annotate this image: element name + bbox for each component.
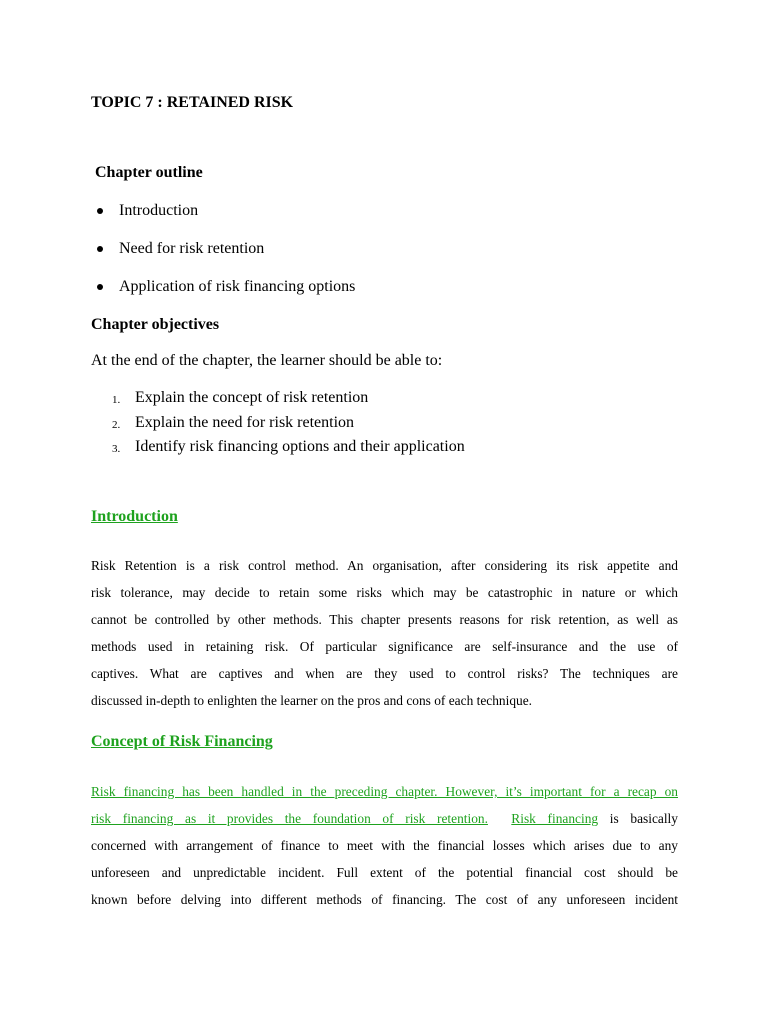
objective-text: Explain the need for risk retention <box>135 413 355 431</box>
objective-number: 2. <box>112 418 121 431</box>
objective-item <box>91 436 465 461</box>
hyperlink-text[interactable]: Risk financing <box>511 811 599 826</box>
paragraph-line: concerned with arrangement of finance to meet with the financial losses which arises due to any <box>91 838 678 853</box>
chapter-outline-list <box>91 200 355 314</box>
paragraph-line <box>91 805 678 832</box>
hyperlink-text[interactable]: Risk financing has been handled in the preceding chapter. However, it’s important for a recap on <box>91 784 678 799</box>
bullet-icon <box>97 284 103 290</box>
paragraph-line: Risk Retention is a risk control method. An organisation, after considering its risk appetite and <box>91 558 678 573</box>
paragraph-line: unforeseen and unpredictable incident. Full extent of the potential financial cost should be <box>91 865 678 880</box>
introduction-heading: Introduction <box>91 508 178 525</box>
objectives-list <box>91 387 465 461</box>
paragraph-line: discussed in-depth to enlighten the learner on the pros and cons of each technique. <box>91 693 533 708</box>
outline-item <box>91 200 355 238</box>
outline-item <box>91 276 355 314</box>
introduction-paragraph <box>91 552 678 714</box>
paragraph-text: is basically <box>609 811 678 826</box>
chapter-outline-heading: Chapter outline <box>95 164 203 181</box>
paragraph-line: cannot be controlled by other methods. This chapter presents reasons for risk retention, as well as <box>91 612 678 627</box>
paragraph-line: risk tolerance, may decide to retain some risks which may be catastrophic in nature or which <box>91 585 678 600</box>
objective-item <box>91 412 465 437</box>
objective-item <box>91 387 465 412</box>
outline-item-text: Introduction <box>119 202 199 219</box>
objectives-intro-text: At the end of the chapter, the learner should be able to: <box>91 352 443 369</box>
objective-number: 1. <box>112 394 121 406</box>
objective-number: 3. <box>112 443 121 455</box>
hyperlink-text[interactable]: risk financing as it provides the foundation of risk retention. <box>91 811 488 826</box>
paragraph-line: methods used in retaining risk. Of particular significance are self-insurance and the use of <box>91 639 678 654</box>
bullet-icon <box>97 246 103 252</box>
objective-text: Explain the concept of risk retention <box>135 389 369 406</box>
page-title: TOPIC 7 : RETAINED RISK <box>91 94 294 111</box>
paragraph-line: captives. What are captives and when are they used to control risks? The techniques are <box>91 666 678 681</box>
outline-item-text: Need for risk retention <box>119 240 265 257</box>
outline-item-text: Application of risk financing options <box>119 278 356 295</box>
outline-item <box>91 238 355 276</box>
chapter-objectives-heading: Chapter objectives <box>91 316 220 333</box>
paragraph-line: known before delving into different methods of financing. The cost of any unforeseen incident <box>91 892 678 907</box>
bullet-icon <box>97 208 103 214</box>
objective-text: Identify risk financing options and their application <box>135 438 465 455</box>
concept-heading: Concept of Risk Financing <box>91 733 273 750</box>
concept-paragraph <box>91 778 678 913</box>
